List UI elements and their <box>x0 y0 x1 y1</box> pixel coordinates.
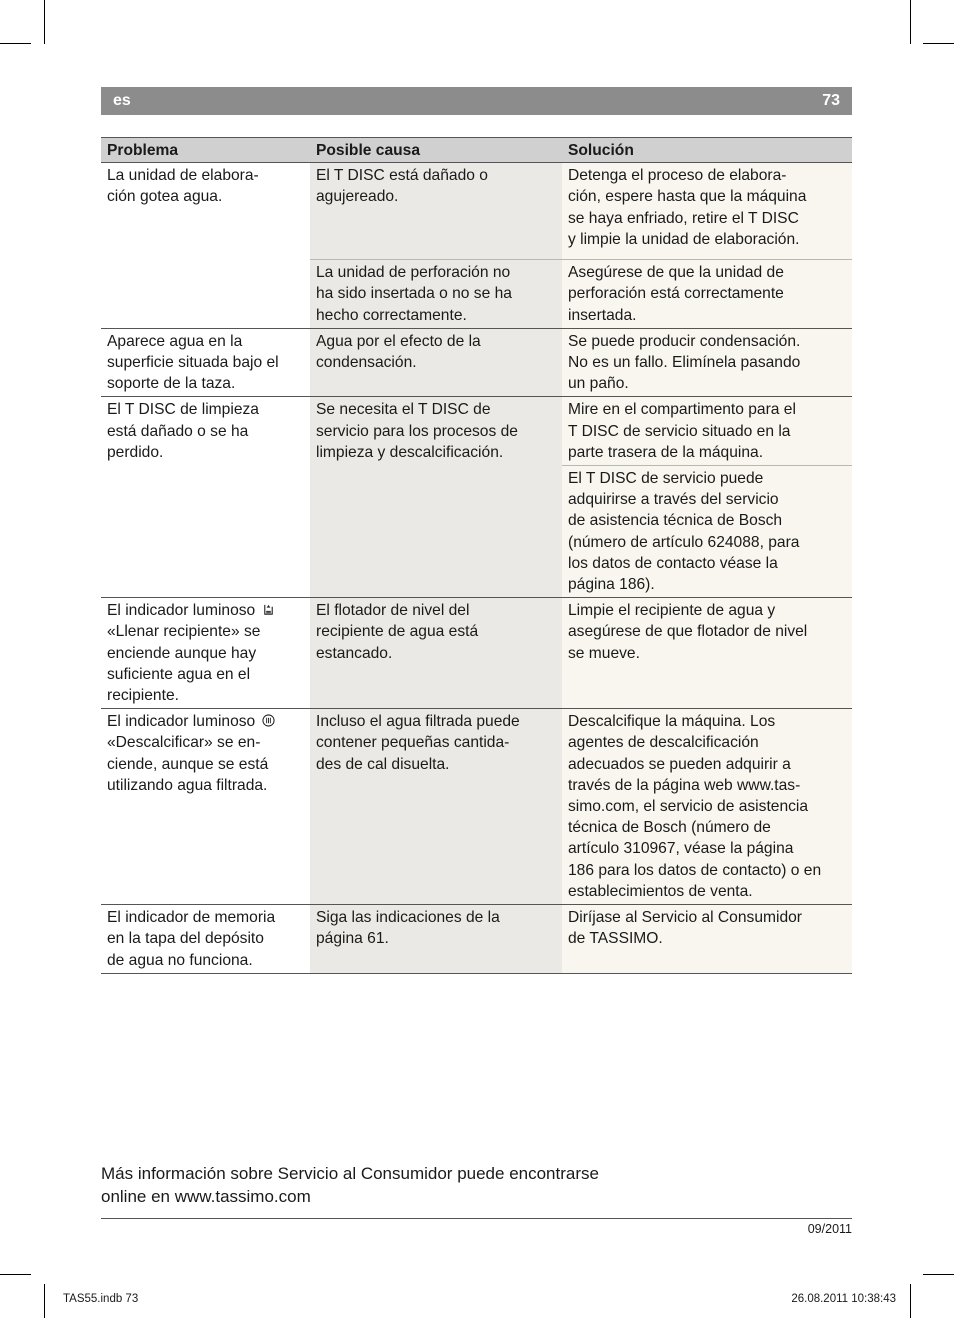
crop-mark <box>44 1284 45 1318</box>
crop-mark <box>910 0 911 44</box>
table-row <box>101 328 852 397</box>
descale-icon <box>262 714 275 727</box>
edition-date: 09/2011 <box>807 1222 852 1236</box>
problem-cell: La unidad de elabora- ción gotea agua. <box>101 163 310 329</box>
table-row <box>101 598 852 709</box>
column-header-solution: Solución <box>562 138 852 163</box>
page-number: 73 <box>822 92 840 109</box>
problem-text: El indicador luminoso <box>107 713 256 731</box>
cause-cell: El T DISC está dañado o agujereado. <box>310 163 562 260</box>
page-header-bar <box>101 87 852 115</box>
print-slug-timestamp: 26.08.2011 10:38:43 <box>791 1293 896 1305</box>
water-tank-icon <box>262 603 275 616</box>
column-header-problem: Problema <box>101 138 310 163</box>
solution-cell: Limpie el recipiente de agua y asegúrese de que flotador de nivel se mueve. <box>562 598 852 709</box>
column-header-cause: Posible causa <box>310 138 562 163</box>
solution-cell: Asegúrese de que la unidad de perforación está correctamente insertada. <box>562 260 852 329</box>
crop-mark <box>0 43 31 44</box>
solution-cell: Detenga el proceso de elabora- ción, espere hasta que la máquina se haya enfriado, retire el T DISC y limpie la unidad de elaboración. <box>562 163 852 260</box>
cause-cell: Siga las indicaciones de la página 61. <box>310 905 562 974</box>
problem-cell: El T DISC de limpieza está dañado o se ha perdido. <box>101 397 310 598</box>
table-row <box>101 397 852 466</box>
crop-mark <box>910 1284 911 1318</box>
problem-text: El indicador luminoso <box>107 602 256 620</box>
solution-cell: Diríjase al Servicio al Consumidor de TASSIMO. <box>562 905 852 974</box>
solution-cell: Descalcifique la máquina. Los agentes de descalcificación adecuados se pueden adquirir a través de la página web www.tas- simo.com, el servicio de asistencia técnica de Bosch (número de artículo 310967, véase la página 186 para los datos de contacto) o en establecimientos de venta. <box>562 709 852 905</box>
cause-cell: La unidad de perforación no ha sido insertada o no se ha hecho correctamente. <box>310 260 562 329</box>
problem-cell: El indicador luminoso «Llenar recipiente» se enciende aunque hay suficiente agua en el recipiente. <box>101 598 310 709</box>
troubleshooting-table <box>101 137 852 974</box>
table-row <box>101 905 852 974</box>
cause-cell: Agua por el efecto de la condensación. <box>310 328 562 397</box>
table-header-row <box>101 138 852 163</box>
crop-mark <box>44 0 45 44</box>
cause-cell: Se necesita el T DISC de servicio para los procesos de limpieza y descalcificación. <box>310 397 562 598</box>
consumer-service-note: Más información sobre Servicio al Consumidor puede encontrarse online en www.tassimo.com <box>101 1164 599 1206</box>
solution-cell: El T DISC de servicio puede adquirirse a través del servicio de asistencia técnica de Bosch (número de artículo 624088, para los datos de contacto véase la página 186). <box>562 466 852 598</box>
footer-divider <box>101 1218 852 1219</box>
print-slug-file: TAS55.indb 73 <box>63 1293 139 1305</box>
solution-cell: Mire en el compartimento para el T DISC de servicio situado en la parte trasera de la máquina. <box>562 397 852 466</box>
table-row <box>101 163 852 260</box>
problem-cell: Aparece agua en la superficie situada bajo el soporte de la taza. <box>101 328 310 397</box>
crop-mark <box>923 43 954 44</box>
cause-cell: Incluso el agua filtrada puede contener pequeñas cantida- des de cal disuelta. <box>310 709 562 905</box>
solution-cell: Se puede producir condensación. No es un fallo. Elimínela pasando un paño. <box>562 328 852 397</box>
crop-mark <box>923 1274 954 1275</box>
language-code: es <box>113 92 131 109</box>
problem-cell: El indicador luminoso «Descalcificar» se en- ciende, aunque se está utilizando agua filtrada. <box>101 709 310 905</box>
problem-cell: El indicador de memoria en la tapa del depósito de agua no funciona. <box>101 905 310 974</box>
crop-mark <box>0 1274 31 1275</box>
table-row <box>101 709 852 905</box>
cause-cell: El flotador de nivel del recipiente de agua está estancado. <box>310 598 562 709</box>
